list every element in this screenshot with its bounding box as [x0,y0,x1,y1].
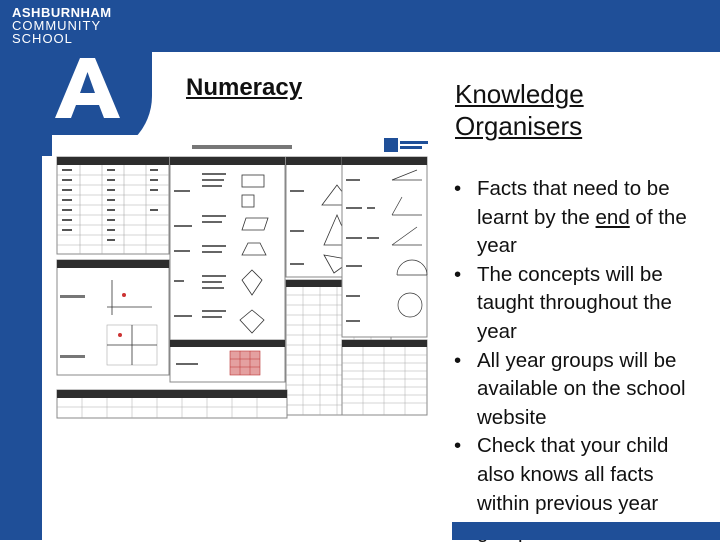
bullet-line: year [477,319,517,343]
slide-title-line2: Organisers [455,111,583,141]
bullet-line: taught throughout the [477,291,672,315]
school-name-line1: ASHBURNHAM [12,5,112,20]
bullet-line: also knows all facts [477,462,654,486]
left-brand-panel [0,0,42,540]
knowledge-organiser-image [52,135,432,420]
bullet-line: within previous year [477,491,659,515]
slide-title-line1: Knowledge [455,79,584,109]
bullet-line: • All year groups will be [477,348,677,372]
footer-bar [452,522,720,540]
bullet-line: • Facts that need to be [477,177,670,200]
bullet-line: available on the school [477,377,686,401]
bullet-line [477,204,720,233]
school-name [12,6,112,45]
bullet-item [452,347,720,433]
bullet-line: website [477,405,547,429]
bullet-item [452,175,720,261]
bullet-text: of the [629,205,687,229]
bullet-line: • Check that your child [477,434,669,458]
bullet-text: learnt by the [477,205,596,229]
bullet-line: year [477,234,517,258]
bullet-list [452,175,720,547]
slide-title [455,78,584,142]
bullet-item [452,261,720,347]
school-name-line2: COMMUNITY [12,18,102,33]
bullet-emphasis: end [595,205,630,229]
bullet-line: • The concepts will be [477,262,663,286]
subject-heading: Numeracy [186,74,303,101]
school-name-line3: SCHOOL [12,31,73,46]
knowledge-organiser-thumbnail [52,135,432,420]
